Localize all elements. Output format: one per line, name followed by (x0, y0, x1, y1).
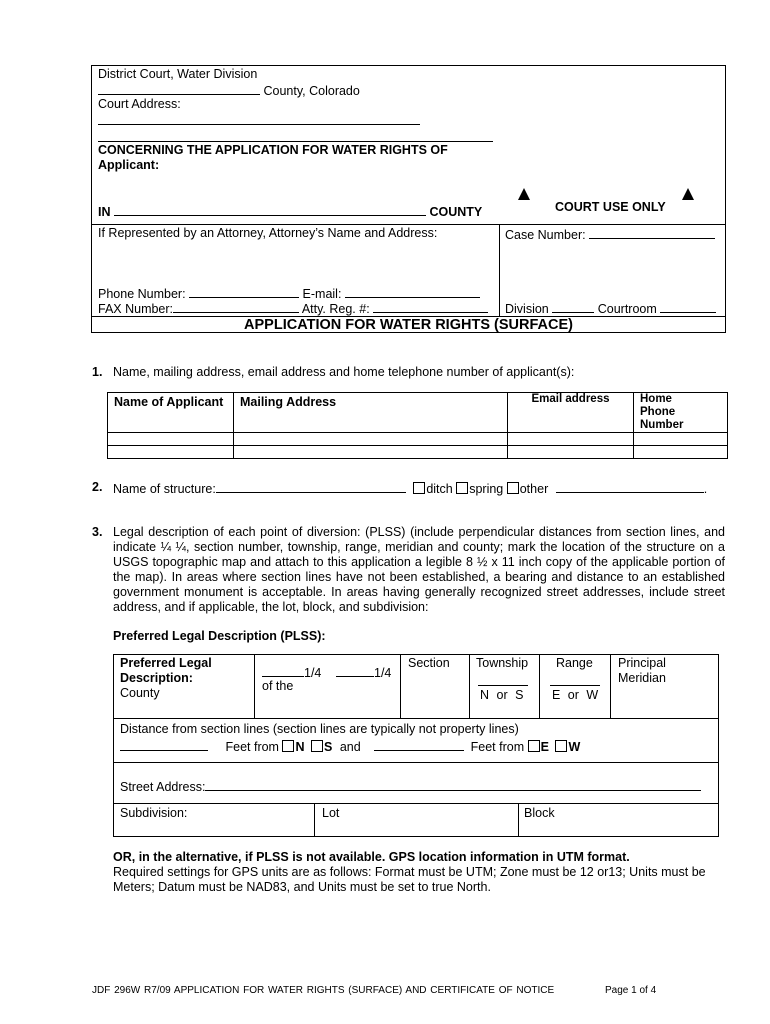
of-the-label: of the (262, 679, 294, 693)
email-label: E-mail: (302, 287, 342, 301)
phone-email-line (98, 285, 480, 301)
attorney-label: If Represented by an Attorney, Attorney’s Name and Address: (98, 226, 438, 240)
applicant-label: Applicant: (98, 158, 160, 172)
item-3-text: Legal description of each point of diversion: (PLSS) (include perpendicular distances from section lines, and indicate ¼ ¼, section number, township, range, meridian and county; mark the location of the structure on a USGS topographic map and attach to this application a legible 8 ½ x 11 inch copy of the applicable portion of the map). In areas where section lines have not been established, a bearing and distance to an established government monument is acceptable. In areas having generally recognized street addresses, include street address, and if applicable, the lot, block, and subdivision: (113, 525, 725, 614)
plss-col-divider (518, 803, 519, 837)
court-county-line (98, 82, 360, 98)
fax-label: FAX Number: (98, 302, 174, 316)
plss-col-divider (400, 654, 401, 718)
s-checkbox[interactable] (311, 740, 323, 752)
up-arrow-left-icon (518, 188, 530, 200)
table-row (108, 446, 728, 459)
division-label: Division (505, 302, 549, 316)
e-or-w-label: E or W (552, 688, 599, 702)
division-courtroom-line (505, 300, 716, 316)
court-address-label: Court Address: (98, 97, 181, 111)
applicant-table (107, 392, 728, 459)
section-label: Section (408, 656, 450, 670)
quarter-1 (262, 664, 321, 680)
header-email-address: Email address (508, 393, 634, 433)
range-label: Range (556, 656, 593, 670)
email-field[interactable] (345, 285, 480, 298)
caption-divider-attorney (91, 224, 726, 225)
quarter-1-field[interactable] (262, 664, 304, 677)
county-label: COUNTY (429, 205, 483, 219)
home-phone-cell[interactable] (634, 433, 728, 446)
township-field[interactable] (478, 685, 528, 686)
street-address-line (120, 778, 701, 794)
gps-heading: OR, in the alternative, if PLSS is not available. GPS location information in UTM format. (113, 850, 630, 864)
quarter-2-field[interactable] (336, 664, 374, 677)
court-use-only-label: COURT USE ONLY (555, 200, 666, 214)
email-cell[interactable] (508, 433, 634, 446)
spring-label: spring (469, 482, 504, 496)
n-checkbox[interactable] (282, 740, 294, 752)
concerning-heading: CONCERNING THE APPLICATION FOR WATER RIGHTS OF (98, 143, 448, 157)
atty-reg-field[interactable] (373, 300, 488, 313)
ns-distance-field[interactable] (120, 738, 208, 751)
footer-page-number: Page 1 of 4 (605, 985, 657, 996)
phone-label: Phone Number: (98, 287, 186, 301)
header-mailing-address: Mailing Address (234, 393, 508, 433)
item-3-number: 3. (92, 525, 103, 539)
quarter-2-label: 1/4 (374, 666, 392, 680)
feet-from-ew-label: Feet from (470, 740, 525, 754)
court-line-2: County, Colorado (263, 84, 360, 98)
court-line-1: District Court, Water Division (98, 67, 258, 81)
lot-label: Lot (322, 806, 340, 820)
applicant-table-header (108, 393, 728, 433)
plss-col-divider (254, 654, 255, 718)
structure-name-label: Name of structure: (113, 482, 216, 496)
other-field[interactable] (556, 480, 704, 493)
case-number-line (505, 226, 715, 242)
street-address-label: Street Address: (120, 780, 206, 794)
courtroom-field[interactable] (660, 300, 716, 313)
form-title: APPLICATION FOR WATER RIGHTS (SURFACE) (244, 317, 573, 333)
meridian-label: Meridian (618, 671, 666, 685)
plss-row-divider (113, 718, 719, 719)
subdivision-label: Subdivision: (120, 806, 188, 820)
email-cell[interactable] (508, 446, 634, 459)
principal-label: Principal (618, 656, 666, 670)
mailing-address-cell[interactable] (234, 433, 508, 446)
street-address-field[interactable] (205, 778, 701, 791)
w-label: W (568, 740, 581, 754)
feet-from-ns-label: Feet from (225, 740, 279, 754)
distance-label: Distance from section lines (section lines are typically not property lines) (120, 722, 519, 736)
court-address-line-1[interactable] (98, 124, 420, 125)
courtroom-label: Courtroom (597, 302, 657, 316)
court-address-line-2[interactable] (98, 141, 493, 142)
in-county-field[interactable] (114, 203, 426, 216)
ew-distance-field[interactable] (374, 738, 464, 751)
distance-line (120, 738, 580, 754)
caption-divider-vertical (499, 224, 500, 316)
range-field[interactable] (550, 685, 600, 686)
mailing-address-cell[interactable] (234, 446, 508, 459)
home-phone-cell[interactable] (634, 446, 728, 459)
plss-col-divider (610, 654, 611, 718)
up-arrow-right-icon (682, 188, 694, 200)
in-county-line (98, 203, 482, 219)
header-home-phone-number: Home Phone Number (634, 393, 728, 433)
fax-field[interactable] (173, 300, 299, 313)
applicant-name-cell[interactable] (108, 433, 234, 446)
preferred-legal-heading: Preferred Legal Description (PLSS): (113, 629, 326, 643)
case-number-label: Case Number: (505, 228, 586, 242)
plss-col-divider (469, 654, 470, 718)
plss-row-divider (113, 803, 719, 804)
other-label: other (519, 482, 549, 496)
preferred-legal-label: Preferred Legal (120, 656, 212, 670)
quarter-2 (336, 664, 391, 680)
header-name-of-applicant: Name of Applicant (108, 393, 234, 433)
county-name-field[interactable] (98, 82, 260, 95)
structure-name-field[interactable] (216, 480, 406, 493)
and-label: and (339, 740, 361, 754)
fax-reg-line (98, 300, 488, 316)
w-checkbox[interactable] (555, 740, 567, 752)
other-checkbox[interactable] (507, 482, 519, 494)
table-row (108, 433, 728, 446)
plss-row-divider (113, 762, 719, 763)
township-label: Township (476, 656, 529, 670)
plss-col-divider (539, 654, 540, 718)
plss-col-divider (314, 803, 315, 837)
phone-field[interactable] (189, 285, 299, 298)
county-cell-label: County (120, 686, 160, 700)
n-label: N (295, 740, 305, 754)
ditch-checkbox[interactable] (413, 482, 425, 494)
gps-text: Required settings for GPS units are as follows: Format must be UTM; Zone must be 12 or13; Units must be Meters; Datum must be NAD83, and Units must be set to true North. (113, 865, 706, 894)
e-checkbox[interactable] (528, 740, 540, 752)
spring-checkbox[interactable] (456, 482, 468, 494)
item-1-number: 1. (92, 365, 103, 379)
n-or-s-label: N or S (480, 688, 524, 702)
item-2-number: 2. (92, 480, 103, 494)
division-field[interactable] (552, 300, 594, 313)
s-label: S (323, 740, 333, 754)
description-label: Description: (120, 671, 193, 685)
item-2-line: Name of structure: ditch spring other . (113, 482, 708, 496)
footer-form-id: JDF 296W R7/09 APPLICATION FOR WATER RIGHTS (SURFACE) AND CERTIFICATE OF NOTICE (92, 985, 555, 996)
applicant-name-cell[interactable] (108, 446, 234, 459)
case-number-field[interactable] (589, 226, 715, 239)
block-label: Block (524, 806, 555, 820)
in-label: IN (98, 205, 111, 219)
e-label: E (540, 740, 549, 754)
atty-reg-label: Atty. Reg. #: (301, 302, 370, 316)
item-1-text: Name, mailing address, email address and home telephone number of applicant(s): (113, 365, 575, 379)
quarter-1-label: 1/4 (304, 666, 322, 680)
ditch-label: ditch (426, 482, 453, 496)
